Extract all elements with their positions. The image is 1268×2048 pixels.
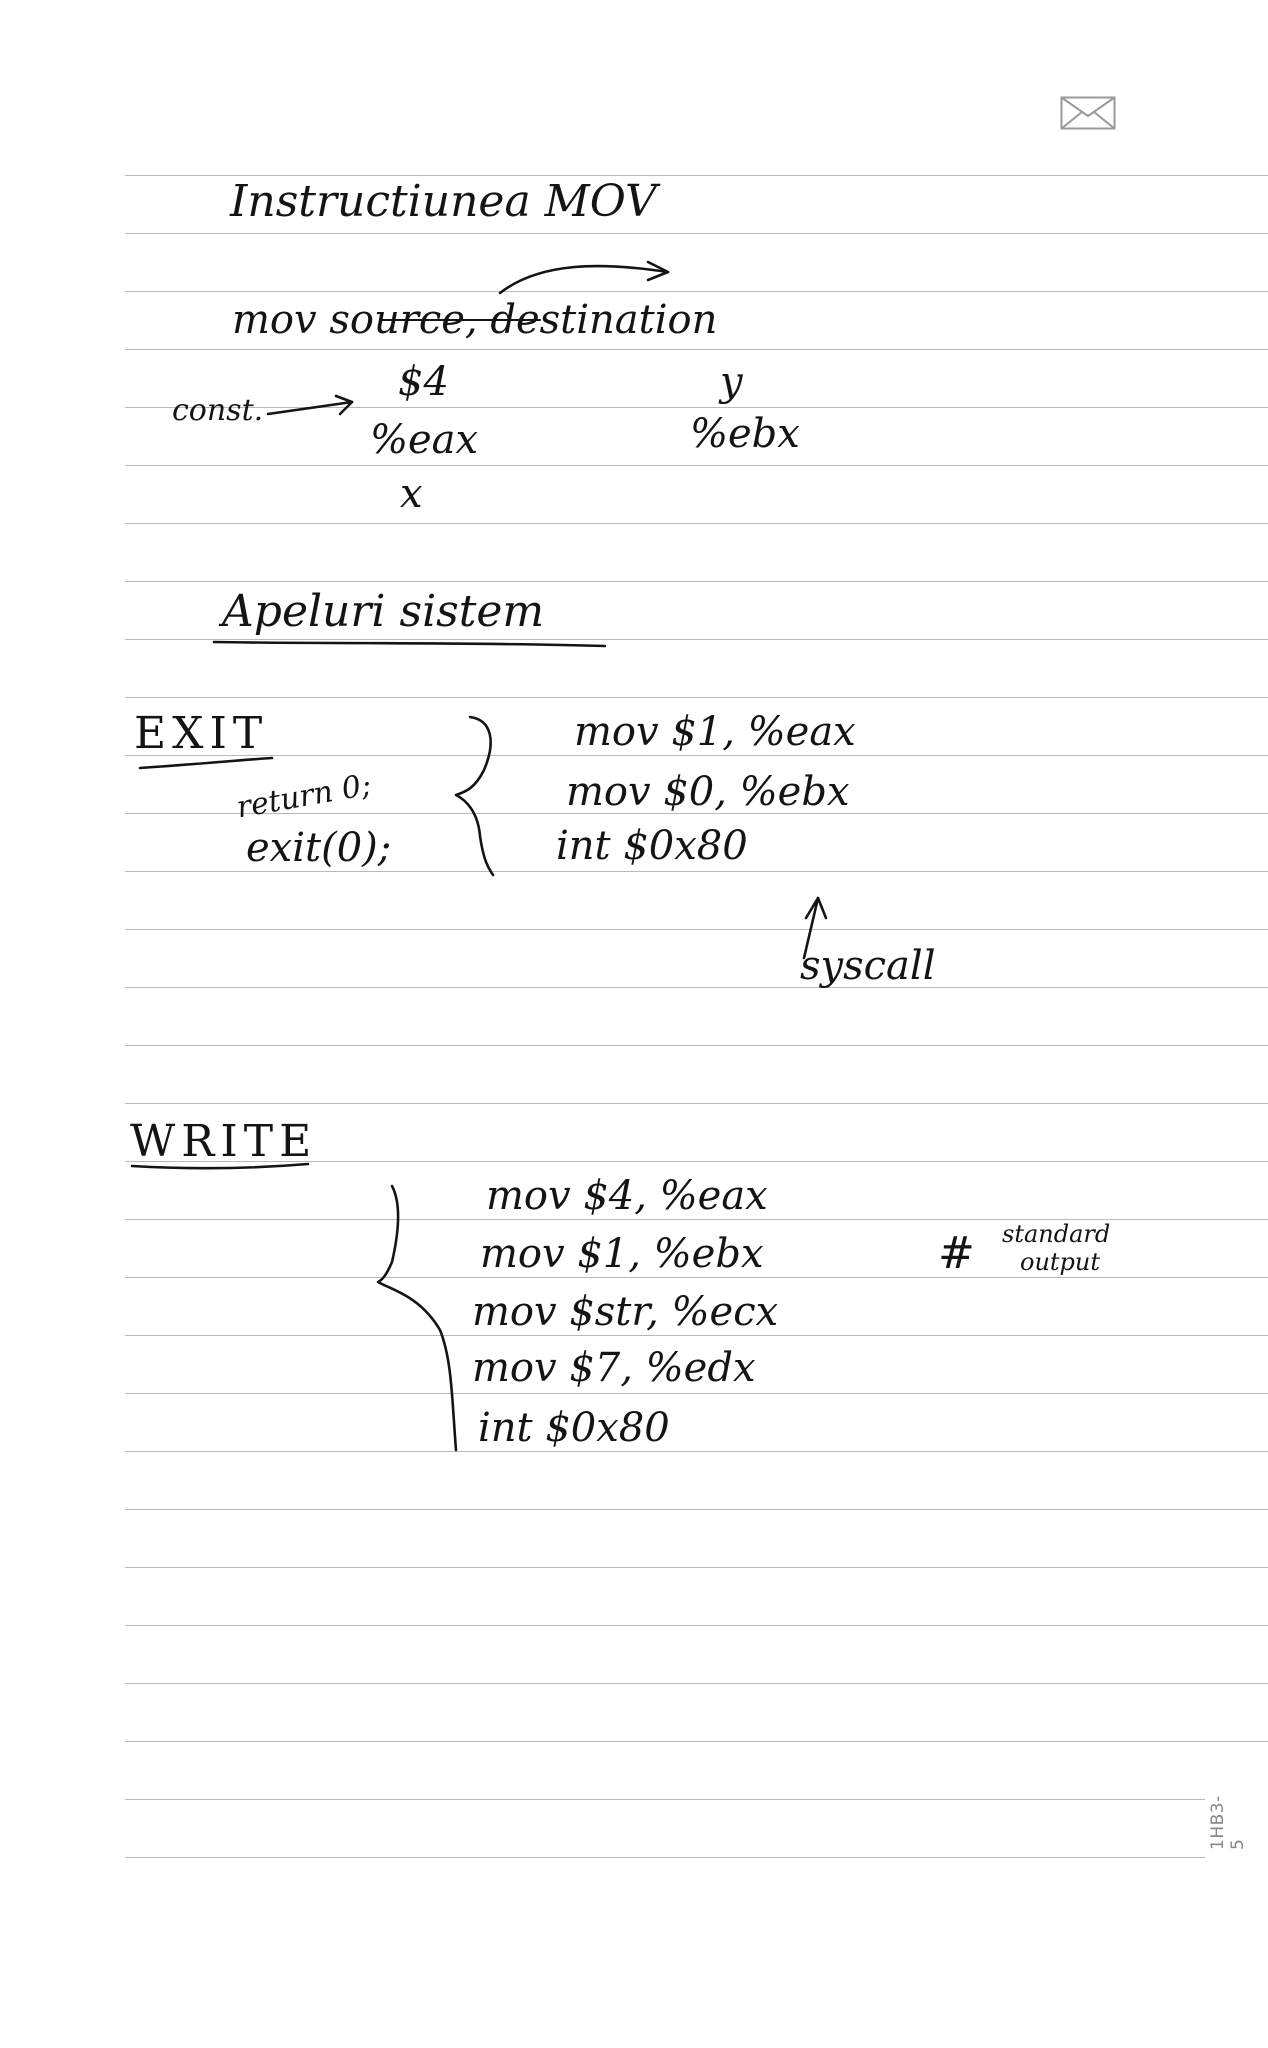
x-mark: x	[400, 471, 423, 517]
write-asm-line-4: mov $7, %edx	[472, 1345, 756, 1391]
destination-label: destination	[490, 297, 718, 343]
write-section-title: WRITE	[130, 1116, 318, 1167]
exit-c-line-1: return 0;	[233, 767, 374, 826]
source-example-1: $4	[398, 359, 449, 405]
sheet-code: 1HB3-5	[1208, 1795, 1248, 1850]
exit-c-line-2: exit(0);	[246, 825, 392, 871]
write-asm-line-2: mov $1, %ebx	[480, 1231, 764, 1277]
comment-line-1: standard	[1002, 1220, 1111, 1248]
dest-example-2: %ebx	[690, 411, 800, 457]
write-asm-line-1: mov $4, %eax	[486, 1173, 768, 1219]
exit-asm-line-3: int $0x80	[556, 823, 748, 869]
const-label: const.	[172, 393, 264, 428]
comment-line-2: output	[1020, 1248, 1101, 1276]
write-asm-line-3: mov $str, %ecx	[472, 1289, 779, 1335]
syscalls-section-title: Apeluri sistem	[222, 586, 545, 637]
mov-section-title: Instructiunea MOV	[230, 176, 657, 227]
comma: ,	[464, 297, 491, 343]
exit-section-title: EXIT	[134, 708, 269, 759]
write-asm-line-5: int $0x80	[478, 1405, 670, 1451]
syscall-note: syscall	[800, 943, 936, 989]
exit-asm-line-2: mov $0, %ebx	[566, 769, 850, 815]
mov-keyword: mov	[232, 297, 330, 343]
dest-example-1: y	[720, 359, 743, 405]
comment-hash: #	[938, 1228, 975, 1279]
exit-asm-line-1: mov $1, %eax	[574, 709, 856, 755]
source-example-2: %eax	[370, 417, 479, 463]
source-label: source	[329, 297, 465, 343]
mov-syntax	[232, 297, 718, 343]
